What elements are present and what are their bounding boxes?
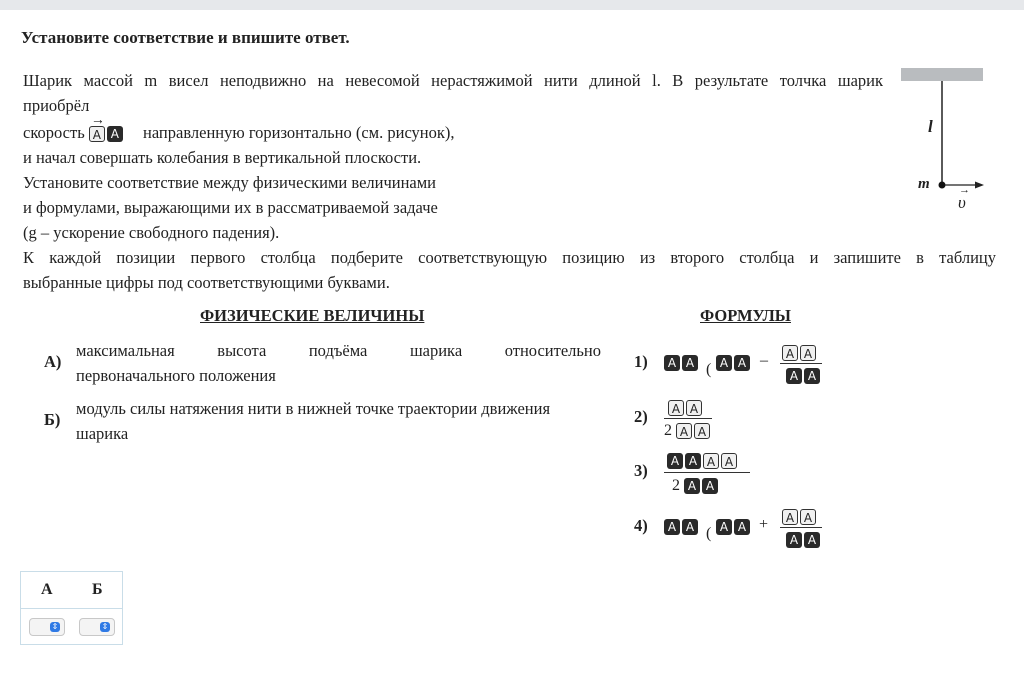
formula-number-1: 1) bbox=[634, 352, 648, 371]
speed-placeholder bbox=[89, 113, 139, 145]
task-text-line: (g – ускорение свободного падения). bbox=[23, 223, 280, 242]
quantity-letter-a: А) bbox=[44, 352, 62, 371]
task-text-line-speed bbox=[23, 113, 455, 145]
formula-placeholder-icon: A bbox=[685, 453, 701, 469]
fraction-bar bbox=[664, 418, 712, 419]
length-label: l bbox=[928, 117, 933, 136]
formula-placeholder-icon: A bbox=[686, 400, 702, 416]
formula-4 bbox=[664, 518, 700, 536]
quantity-b-line2: шарика bbox=[76, 424, 129, 443]
formula-placeholder-icon: A bbox=[89, 126, 105, 142]
velocity-symbol: υ bbox=[958, 193, 966, 212]
task-text-line: Шарик массой m висел неподвижно на невесомой нерастяжимой нити длиной l. В результате толчка шарик bbox=[23, 71, 883, 90]
task-title: Установите соответствие и впишите ответ. bbox=[21, 28, 350, 47]
formula-placeholder-icon: A bbox=[668, 400, 684, 416]
speed-word: скорость bbox=[23, 123, 85, 142]
mass-label: m bbox=[918, 176, 930, 192]
formula-placeholder-icon: A bbox=[682, 519, 698, 535]
task-text-line: и начал совершать колебания в вертикальной плоскости. bbox=[23, 148, 422, 167]
answer-table-header bbox=[21, 572, 122, 609]
formula-placeholder-icon: A bbox=[734, 519, 750, 535]
formula-placeholder-icon: A bbox=[676, 423, 692, 439]
formula-placeholder-icon: A bbox=[664, 355, 680, 371]
formula-placeholder-icon: A bbox=[786, 532, 802, 548]
formula-placeholder-icon: A bbox=[800, 509, 816, 525]
formula-placeholder-icon: A bbox=[786, 368, 802, 384]
pendulum-figure bbox=[895, 64, 995, 220]
formula-placeholder-icon: A bbox=[694, 423, 710, 439]
formula-number-2: 2) bbox=[634, 407, 648, 426]
coefficient: 2 bbox=[664, 422, 672, 439]
arrow-head-icon bbox=[975, 182, 984, 189]
formula-3-numerator bbox=[667, 452, 739, 470]
formula-4-numerator bbox=[782, 508, 818, 526]
answer-header-a: А bbox=[41, 581, 53, 598]
fraction-bar bbox=[780, 527, 822, 528]
formula-placeholder-icon: A bbox=[682, 355, 698, 371]
task-text-line: и формулами, выражающими их в рассматриваемой задаче bbox=[23, 198, 438, 217]
formula-4-denominator bbox=[786, 531, 822, 549]
formulas-header: ФОРМУЛЫ bbox=[700, 306, 791, 325]
ceiling-support bbox=[901, 68, 983, 81]
formula-placeholder-icon: A bbox=[667, 453, 683, 469]
ball bbox=[939, 182, 946, 189]
formula-placeholder-icon: A bbox=[684, 478, 700, 494]
plus-operator: + bbox=[759, 516, 769, 533]
answer-header-b: Б bbox=[92, 581, 103, 598]
formula-1-denominator bbox=[786, 367, 822, 385]
quantity-letter-b: Б) bbox=[44, 410, 61, 429]
fraction-bar bbox=[664, 472, 750, 473]
quantities-header: ФИЗИЧЕСКИЕ ВЕЛИЧИНЫ bbox=[200, 306, 425, 325]
formula-2-denominator bbox=[664, 422, 712, 440]
minus-operator: – bbox=[760, 352, 768, 369]
direction-text: направленную горизонтально (см. рисунок), bbox=[142, 123, 455, 142]
coefficient: 2 bbox=[672, 477, 680, 494]
vector-arrow-icon: → bbox=[90, 113, 105, 128]
formula-placeholder-icon: A bbox=[804, 368, 820, 384]
chevron-updown-icon: ⇕ bbox=[51, 622, 59, 631]
formula-placeholder-icon: A bbox=[716, 519, 732, 535]
formula-placeholder-icon: A bbox=[664, 519, 680, 535]
chevron-updown-icon: ⇕ bbox=[101, 622, 109, 631]
task-text-line: выбранные цифры под соответствующими буквами. bbox=[23, 273, 390, 292]
fraction-bar bbox=[780, 363, 822, 364]
formula-placeholder-icon: A bbox=[782, 345, 798, 361]
answer-select-b[interactable] bbox=[79, 618, 115, 636]
formula-placeholder-icon: A bbox=[107, 126, 123, 142]
formula-4-term bbox=[716, 518, 752, 536]
answer-select-a[interactable] bbox=[29, 618, 65, 636]
answer-table bbox=[20, 571, 123, 645]
formula-1 bbox=[664, 354, 700, 372]
quantity-a-line1: максимальная высота подъёма шарика относительно bbox=[76, 341, 601, 360]
open-paren: ( bbox=[706, 525, 712, 542]
formula-placeholder-icon: A bbox=[721, 453, 737, 469]
formula-placeholder-icon: A bbox=[800, 345, 816, 361]
open-paren: ( bbox=[706, 361, 712, 378]
velocity-label bbox=[958, 184, 970, 213]
formula-placeholder-icon: A bbox=[702, 478, 718, 494]
formula-2-numerator bbox=[668, 399, 704, 417]
formula-1-numerator bbox=[782, 344, 818, 362]
formula-placeholder-icon: A bbox=[703, 453, 719, 469]
vector-arrow-icon: → bbox=[959, 184, 970, 196]
top-bar bbox=[0, 0, 1024, 10]
formula-placeholder-icon: A bbox=[734, 355, 750, 371]
formula-placeholder-icon: A bbox=[782, 509, 798, 525]
task-text-line: приобрёл bbox=[23, 96, 90, 115]
quantity-a-line2: первоначального положения bbox=[76, 366, 276, 385]
formula-placeholder-icon: A bbox=[804, 532, 820, 548]
formula-1-term bbox=[716, 354, 752, 372]
formula-placeholder-icon: A bbox=[716, 355, 732, 371]
task-text-line: Установите соответствие между физическими величинами bbox=[23, 173, 437, 192]
formula-number-3: 3) bbox=[634, 461, 648, 480]
formula-number-4: 4) bbox=[634, 516, 648, 535]
task-text-line: К каждой позиции первого столбца подберите соответствующую позицию из второго столбца и запишите в таблицу bbox=[23, 248, 996, 267]
formula-3-denominator bbox=[672, 477, 720, 495]
quantity-b-line1: модуль силы натяжения нити в нижней точке траектории движения bbox=[76, 399, 551, 418]
